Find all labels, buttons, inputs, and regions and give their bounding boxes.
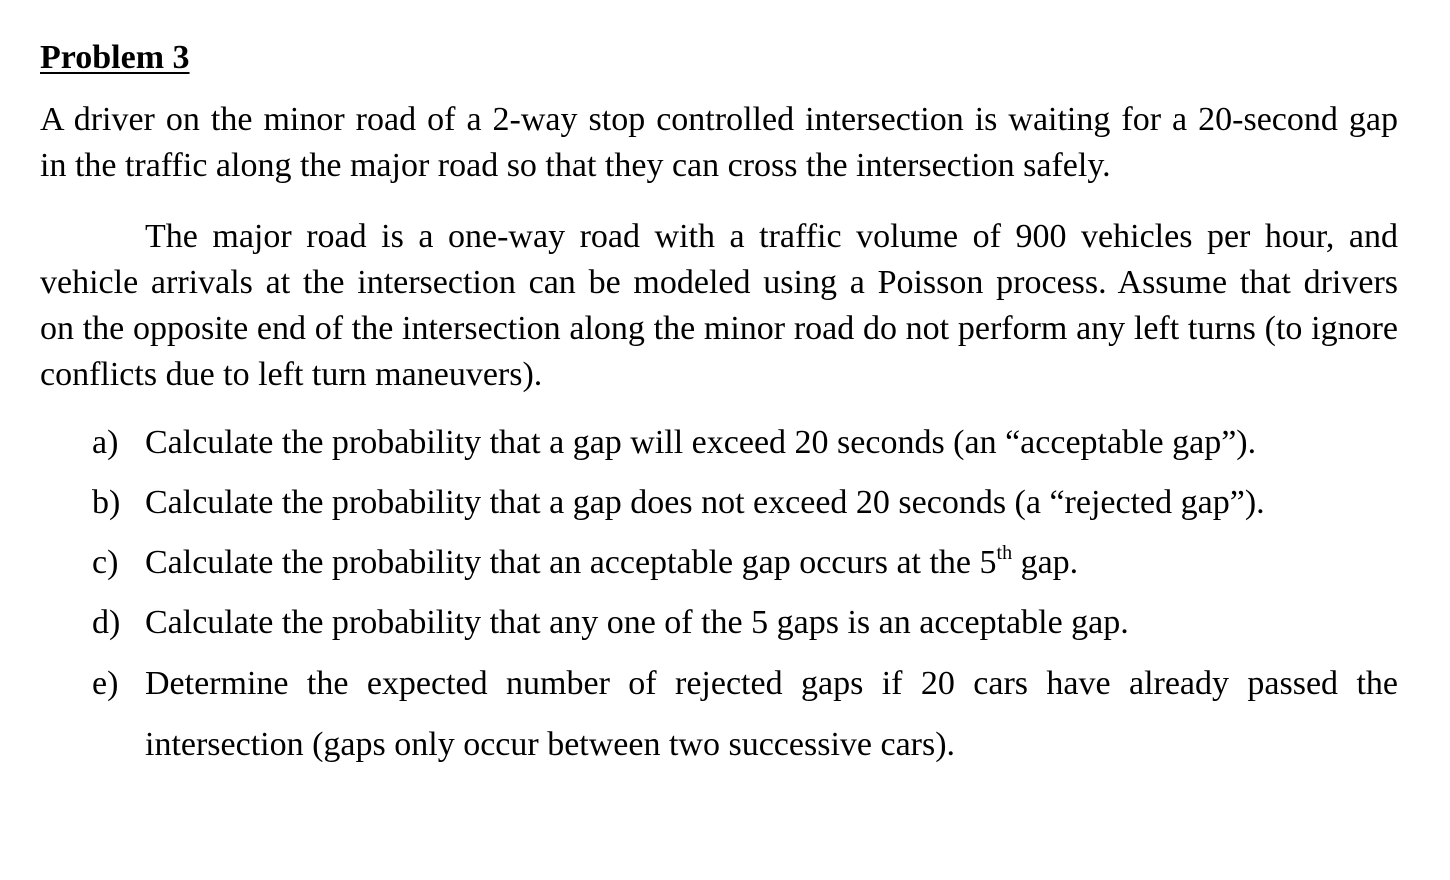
para2-line-4: conflicts due to left turn maneuvers). (40, 356, 543, 393)
intro-line-1: A driver on the minor road of a 2-way stop controlled intersection is waiting for a 20-second gap (40, 101, 1398, 138)
item-a-label: a) (92, 424, 119, 461)
para2-line-2: vehicle arrivals at the intersection can be modeled using a Poisson process. Assume that drivers (40, 264, 1398, 301)
problem-title: Problem 3 (40, 39, 190, 76)
item-e-text-cont: intersection (gaps only occur between two successive cars). (145, 726, 956, 763)
para2-line-1: The major road is a one-way road with a traffic volume of 900 vehicles per hour, and (145, 218, 1398, 255)
item-b-label: b) (92, 484, 121, 521)
item-e-label: e) (92, 665, 119, 702)
item-a-text: Calculate the probability that a gap will exceed 20 seconds (an “acceptable gap”). (145, 424, 1257, 461)
item-c-text-before: Calculate the probability that an acceptable gap occurs at the 5 (145, 544, 997, 581)
item-e-text: Determine the expected number of rejected gaps if 20 cars have already passed the (145, 665, 1398, 702)
item-b-text: Calculate the probability that a gap does not exceed 20 seconds (a “rejected gap”). (145, 484, 1265, 521)
item-c-text-after: gap. (1012, 544, 1079, 581)
intro-line-2: in the traffic along the major road so that they can cross the intersection safely. (40, 147, 1111, 184)
para2-line-3: on the opposite end of the intersection along the minor road do not perform any left turns (to ignore (40, 310, 1398, 347)
item-c-text (145, 543, 1078, 583)
item-c-label: c) (92, 544, 119, 581)
item-c-superscript: th (996, 542, 1013, 564)
item-d-label: d) (92, 604, 121, 641)
item-d-text: Calculate the probability that any one of the 5 gaps is an acceptable gap. (145, 604, 1129, 641)
